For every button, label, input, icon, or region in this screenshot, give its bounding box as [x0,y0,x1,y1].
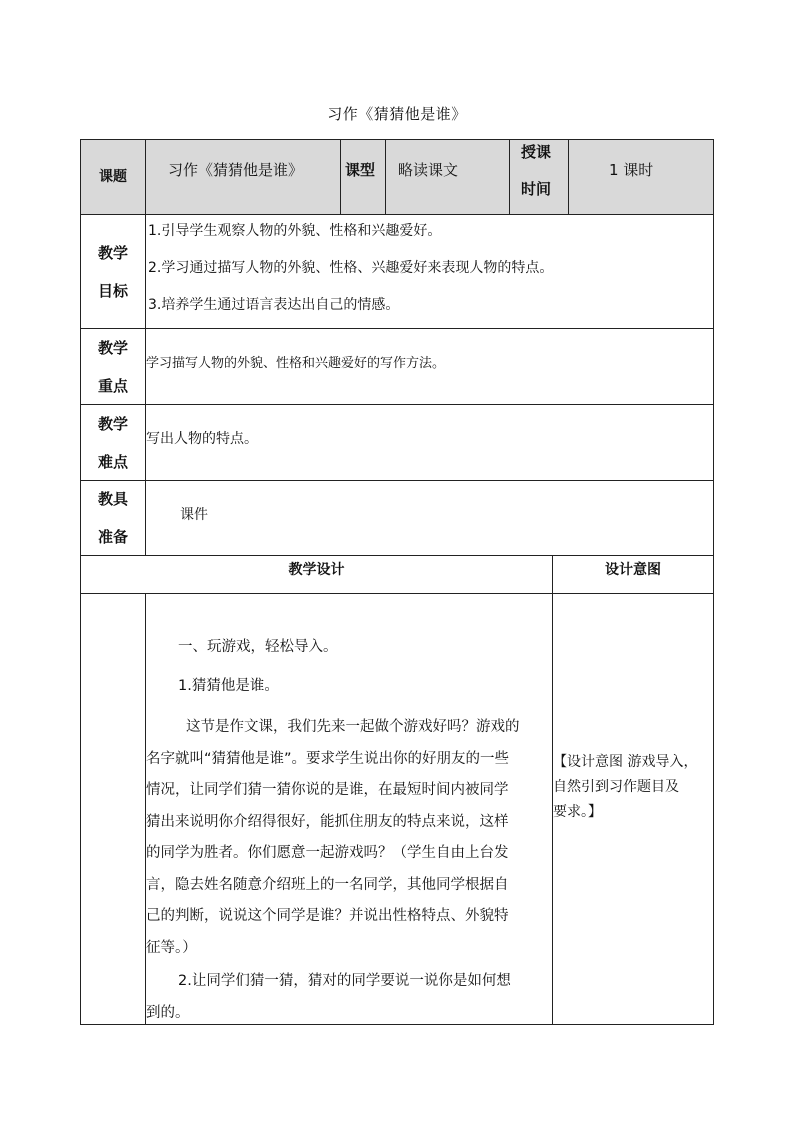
difficulties-text: 写出人物的特点。 [146,431,258,447]
step-2-text [146,966,552,1029]
design-header-cell [80,555,553,594]
goals-content-cell [145,214,714,329]
time-label-line1: 授课 [521,143,552,161]
materials-label-line1: 教具 [97,490,128,508]
design-intent-note [553,750,713,825]
difficulties-label-line1: 教学 [97,414,128,433]
paragraph-line: 征等。） [146,939,197,956]
intent-line: 【设计意图 游戏导入， [553,754,698,770]
intent-line: 自然引到习作题目及 [553,779,679,795]
goal-item: 2.学习通过描写人物的外貌、性格、兴趣爱好来表现人物的特点。 [148,260,554,276]
difficulties-label-cell [80,404,146,481]
type-value-cell [385,139,510,215]
design-left-margin-cell [80,593,146,1025]
lesson-plan-table [80,139,713,1025]
key-points-content-cell [145,328,714,405]
section-heading: 一、玩游戏，轻松导入。 [178,639,338,655]
materials-text: 课件 [180,507,208,523]
paragraph-line: 2.让同学们猜一猜，猜对的同学要说一说你是如何想 [178,973,511,989]
document-title: 习作《猜猜他是谁》 [327,105,467,123]
intent-line: 要求。】 [553,804,602,820]
goals-label-cell [80,214,146,329]
paragraph-line: 的同学为胜者。你们愿意一起游戏吗？（学生自由上台发 [146,845,509,861]
difficulties-content-cell [145,404,714,481]
type-label: 课型 [345,161,376,179]
key-points-label-cell [80,328,146,405]
materials-label-line2: 准备 [97,528,128,546]
design-body-cell [145,593,553,1025]
paragraph-line: 到的。 [146,1004,190,1021]
key-points-text: 学习描写人物的外貌、性格和兴趣爱好的写作方法。 [146,356,446,371]
type-label-cell [340,139,386,215]
subject-label: 课题 [99,168,127,185]
time-label-line2: 时间 [521,180,552,198]
design-header-label: 教学设计 [288,562,345,579]
intent-body-cell [552,593,714,1025]
goals-label-line2: 目标 [97,281,128,300]
intent-header-cell [552,555,714,594]
materials-content-cell [145,480,714,556]
type-value: 略读课文 [398,161,459,179]
paragraph-line: 情况，让同学们猜一猜你说的是谁，在最短时间内被同学 [146,782,509,798]
paragraph-line: 己的判断，说说这个同学是谁？并说出性格特点、外貌特 [146,908,509,924]
subject-value-cell [145,139,341,215]
time-value: 1 课时 [609,161,654,179]
paragraph-line: 言，隐去姓名随意介绍班上的一名同学，其他同学根据自 [146,876,509,893]
paragraph-line: 这节是作文课，我们先来一起做个游戏好吗？游戏的 [186,719,520,735]
paragraph-line: 猜出来说明你介绍得很好，能抓住朋友的特点来说，这样 [146,813,509,830]
key-points-label-line2: 重点 [97,376,128,395]
intent-header-label: 设计意图 [605,562,661,579]
goal-item: 3.培养学生通过语言表达出自己的情感。 [148,297,400,313]
time-label-cell [509,139,569,215]
goals-label-line1: 教学 [97,243,128,262]
paragraph-line: 名字就叫“猜猜他是谁”。要求学生说出你的好朋友的一些 [146,750,510,767]
difficulties-label-line2: 难点 [97,452,128,471]
game-description [146,712,552,964]
subject-value: 习作《猜猜他是谁》 [168,161,304,179]
key-points-label-line1: 教学 [97,338,128,357]
materials-label-cell [80,480,146,556]
time-value-cell [568,139,714,215]
step-1-text: 1.猜猜他是谁。 [178,678,279,694]
goal-item: 1.引导学生观察人物的外貌、性格和兴趣爱好。 [148,223,442,239]
subject-label-cell [80,139,146,215]
